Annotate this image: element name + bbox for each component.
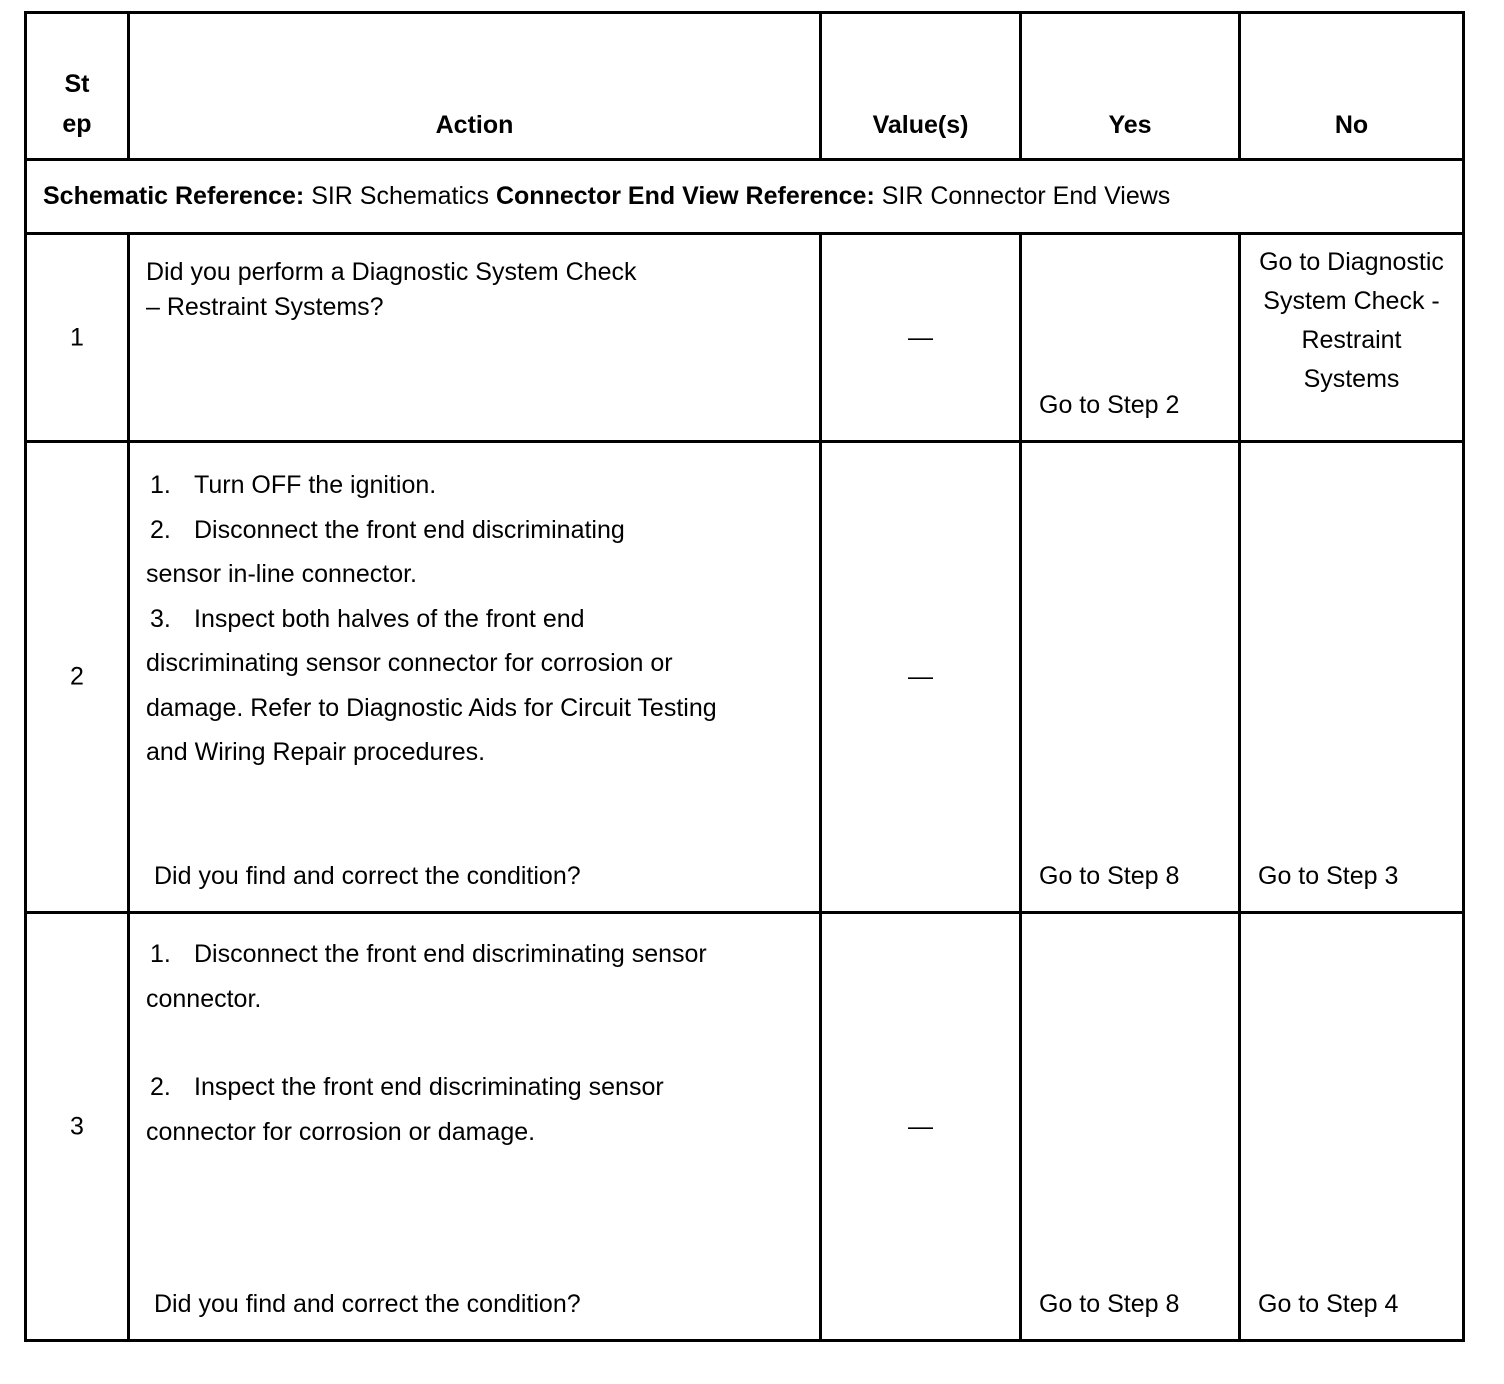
action-list <box>146 914 811 1154</box>
action-line: – Restraint Systems? <box>146 293 384 321</box>
list-item-number: 1. <box>150 940 171 968</box>
no-link-line: System Check - <box>1263 287 1440 315</box>
yes-cell <box>1021 234 1240 442</box>
action-line: Did you perform a Diagnostic System Check <box>146 258 637 286</box>
yes-link[interactable]: Go to Step 8 <box>1039 862 1180 890</box>
list-item-continuation: damage. Refer to Diagnostic Aids for Circuit Testing <box>146 693 717 722</box>
action-cell <box>129 234 821 442</box>
action-list <box>146 443 811 775</box>
no-link-line: Systems <box>1303 365 1400 393</box>
step-cell <box>26 442 129 913</box>
table-row <box>26 234 1464 442</box>
value-dash: — <box>908 323 933 351</box>
list-item <box>146 1065 811 1110</box>
no-link-line: Go to Diagnostic <box>1259 248 1444 276</box>
no-link-line: Restraint <box>1301 326 1402 354</box>
list-item <box>146 597 811 642</box>
list-spacer <box>146 1021 811 1065</box>
no-link[interactable]: Go to Step 3 <box>1258 862 1399 890</box>
list-item-continuation: and Wiring Repair procedures. <box>146 738 486 766</box>
list-item-continuation: connector for corrosion or damage. <box>146 1117 536 1146</box>
value-cell <box>821 234 1021 442</box>
reference-row <box>26 160 1464 234</box>
action-cell <box>129 913 821 1341</box>
action-text <box>146 914 811 1339</box>
value-cell <box>821 913 1021 1341</box>
value-dash: — <box>908 1112 933 1140</box>
list-item-text: Disconnect the front end discriminating <box>194 515 625 544</box>
header-step-line2: ep <box>62 110 92 138</box>
step-number: 3 <box>70 1112 84 1140</box>
step-number: 2 <box>70 662 84 691</box>
connector-reference-label: Connector End View Reference: <box>495 182 875 210</box>
action-text <box>146 443 811 911</box>
list-item-continuation: sensor in-line connector. <box>146 560 417 588</box>
no-cell <box>1240 442 1464 913</box>
action-question: Did you find and correct the condition? <box>154 862 581 890</box>
header-values: Value(s) <box>821 13 1021 160</box>
value-cell <box>821 442 1021 913</box>
value-dash: — <box>908 662 933 691</box>
schematic-reference-link[interactable]: SIR Schematics <box>311 182 490 210</box>
header-step <box>26 13 129 160</box>
list-item-number: 3. <box>150 604 171 633</box>
step-cell <box>26 913 129 1341</box>
table-row <box>26 913 1464 1341</box>
list-item <box>146 463 811 508</box>
yes-cell <box>1021 913 1240 1341</box>
list-item-number: 2. <box>150 515 171 544</box>
list-item <box>146 932 811 977</box>
list-item-continuation: connector. <box>146 984 262 1013</box>
list-item-text: Inspect both halves of the front end <box>194 604 585 633</box>
header-no: No <box>1240 13 1464 160</box>
action-question: Did you find and correct the condition? <box>154 1290 581 1318</box>
connector-reference-link[interactable]: SIR Connector End Views <box>881 182 1171 210</box>
no-cell <box>1240 234 1464 442</box>
yes-link[interactable]: Go to Step 2 <box>1039 391 1180 419</box>
table-row <box>26 442 1464 913</box>
yes-link[interactable]: Go to Step 8 <box>1039 1290 1180 1318</box>
schematic-reference-label: Schematic Reference: <box>43 182 305 210</box>
no-link[interactable] <box>1245 243 1458 399</box>
list-item-text: Disconnect the front end discriminating sensor <box>194 940 707 968</box>
list-item-continuation: discriminating sensor connector for corrosion or <box>146 649 673 677</box>
no-cell <box>1240 913 1464 1341</box>
step-number: 1 <box>70 323 84 351</box>
list-item <box>146 508 811 553</box>
list-item-number: 2. <box>150 1073 171 1101</box>
header-yes: Yes <box>1021 13 1240 160</box>
list-item-number: 1. <box>150 471 171 499</box>
action-text <box>146 235 811 440</box>
no-link[interactable]: Go to Step 4 <box>1258 1290 1399 1318</box>
header-action: Action <box>129 13 821 160</box>
list-item-text: Turn OFF the ignition. <box>194 471 437 499</box>
header-row <box>26 13 1464 160</box>
reference-cell <box>26 160 1464 234</box>
diagnostic-table <box>24 11 1465 1342</box>
list-item-text: Inspect the front end discriminating sensor <box>194 1073 664 1101</box>
header-step-line1: St <box>64 70 90 98</box>
action-cell <box>129 442 821 913</box>
step-cell <box>26 234 129 442</box>
yes-cell <box>1021 442 1240 913</box>
